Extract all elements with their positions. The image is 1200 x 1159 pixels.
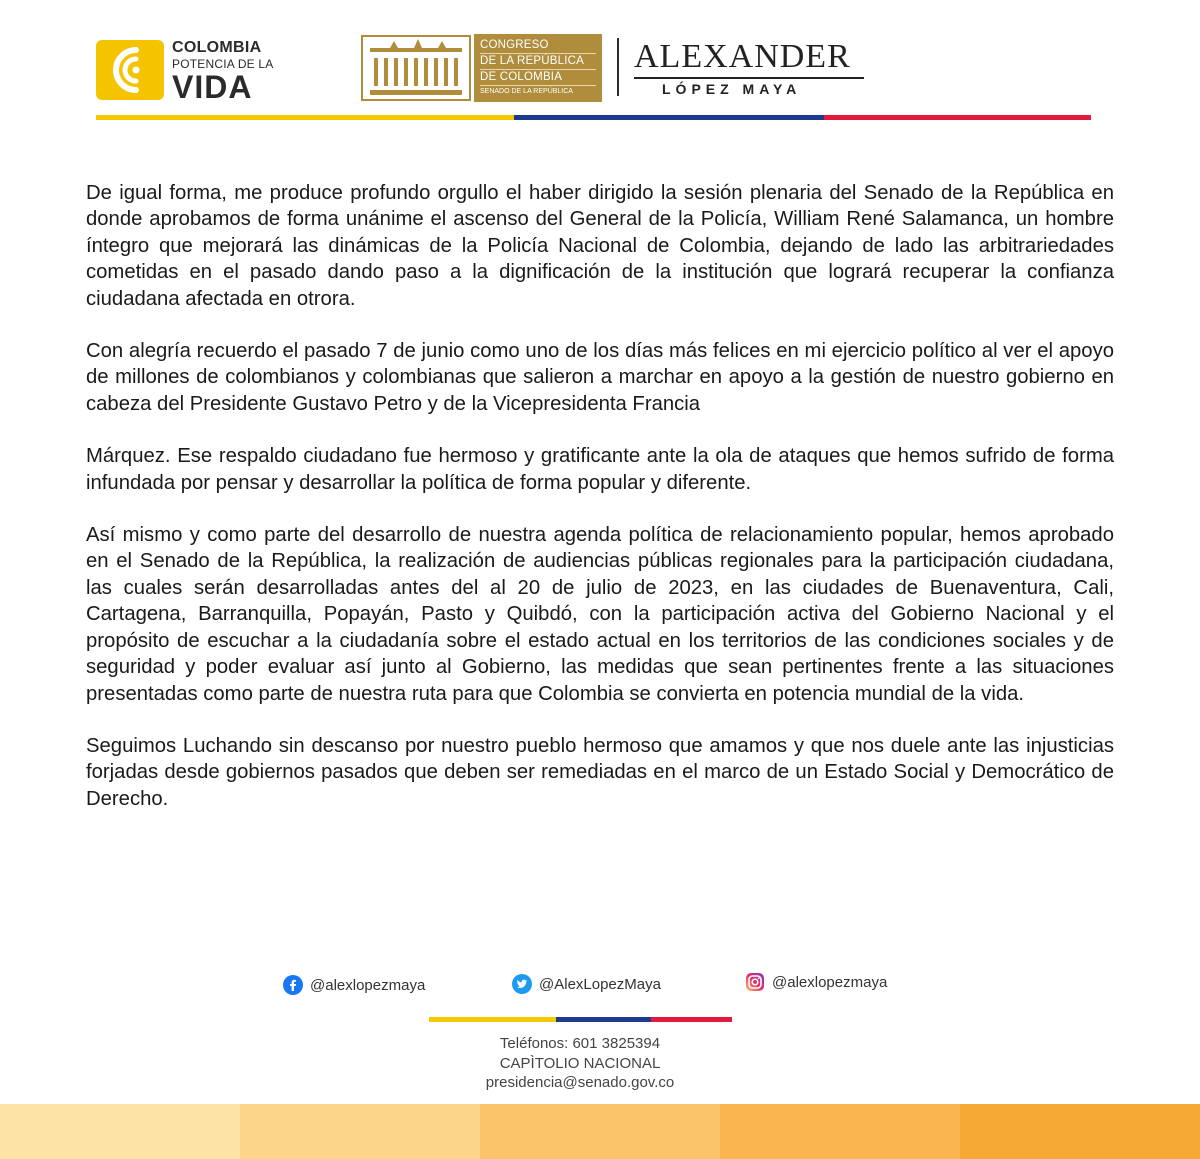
senator-first-name: ALEXANDER	[634, 38, 851, 75]
paragraph: Márquez. Ese respaldo ciudadano fue hermoso y gratificante ante la ola de ataques que hemos sufrido de forma infundada por pensar y desarrollar la política de forma popular y diferente.	[86, 445, 1114, 494]
letterhead	[0, 0, 1200, 125]
contact-info	[380, 1034, 780, 1093]
twitter-icon	[512, 974, 532, 994]
contact-place: CAPÌTOLIO NACIONAL	[499, 1054, 661, 1072]
colombia-potencia-de-la-vida-logo	[96, 36, 276, 104]
paragraph: Así mismo y como parte del desarrollo de nuestra agenda política de relacionamiento popular, hemos aprobado en el Senado de la República, la realización de audiencias públicas regionales para la participación ciudadana, las cuales serán desarrolladas antes del al 20 de julio de 2023, en las ciudades de Buenaventura, Cali, Cartagena, Barranquilla, Popayán, Pasto y Quibdó, con la participación activa del Gobierno Nacional y el propósito de escuchar a la ciudadanía sobre el estado actual en los territorios de las condiciones sociales y de seguridad y poder evaluar así junto al Gobierno, las medidas que sean pertinentes frente a las situaciones presentadas como parte de nuestra ruta para que Colombia se convierta en potencia mundial de la vida.	[86, 524, 1114, 705]
footer-band-segment	[240, 1104, 480, 1159]
twitter-handle: @AlexLopezMaya	[539, 975, 661, 993]
footer-band-segment	[720, 1104, 960, 1159]
instagram-icon	[745, 972, 765, 992]
footer-band-segment	[960, 1104, 1200, 1159]
facebook-link[interactable]	[283, 975, 425, 995]
instagram-handle: @alexlopezmaya	[772, 973, 888, 991]
colombia-logo-line1: COLOMBIA	[172, 39, 262, 56]
paragraph: Seguimos Luchando sin descanso por nuestro pueblo hermoso que amamos y que nos duele ante las injusticias forjadas desde gobiernos pasados que deben ser remediadas en el marco de un Estado Social y Democrático de Derecho.	[86, 734, 1114, 810]
social-links	[0, 972, 1200, 1000]
congreso-logo	[360, 34, 602, 102]
footer-color-band	[0, 1104, 1200, 1159]
congreso-label-box	[474, 34, 602, 102]
colombia-logo-line2: POTENCIA DE LA	[172, 57, 274, 71]
facebook-icon	[283, 975, 303, 995]
senator-name-logo	[634, 38, 869, 98]
paragraph: Con alegría recuerdo el pasado 7 de junio como uno de los días más felices en mi ejercicio político al ver el apoyo de millones de colombianos y colombianas que salieron a marchar en apoyo a la gestión de nuestro gobierno en cabeza del Presidente Gustavo Petro y de la Vicepresidenta Francia	[86, 340, 1114, 415]
footer-band-segment	[480, 1104, 720, 1159]
footer-band-segment	[0, 1104, 240, 1159]
colombia-logo-line3: VIDA	[172, 69, 253, 105]
flag-stripe-top	[96, 115, 1091, 120]
congreso-line2: DE LA REPÚBLICA	[480, 55, 584, 67]
twitter-link[interactable]	[512, 974, 661, 994]
capitol-building-icon	[360, 34, 472, 102]
congreso-line3: DE COLOMBIA	[480, 71, 563, 83]
congreso-line4: SENADO DE LA REPÚBLICA	[480, 88, 573, 95]
contact-email[interactable]: presidencia@senado.gov.co	[485, 1074, 675, 1091]
letter-body	[86, 180, 1114, 812]
logo-divider	[617, 38, 619, 96]
congreso-line1: CONGRESO	[480, 39, 549, 51]
facebook-handle: @alexlopezmaya	[310, 976, 426, 994]
contact-phone: Teléfonos: 601 3825394	[499, 1035, 661, 1052]
flag-stripe-bottom	[429, 1017, 732, 1022]
paragraph: De igual forma, me produce profundo orgullo el haber dirigido la sesión plenaria del Senado de la República en donde aprobamos de forma unánime el ascenso del General de la Policía, William René Salamanca, un hombre íntegro que mejorará las dinámicas de la Policía Nacional de Colombia, dejando de lado las arbitrariedades cometidas en el pasado dando paso a la dignificación de la institución que logrará recuperar la confianza ciudadana afectada en otrora.	[86, 182, 1114, 310]
senator-surname: LÓPEZ MAYA	[662, 81, 802, 97]
colombia-logo-mark-icon	[96, 40, 164, 100]
instagram-link[interactable]	[745, 972, 887, 992]
